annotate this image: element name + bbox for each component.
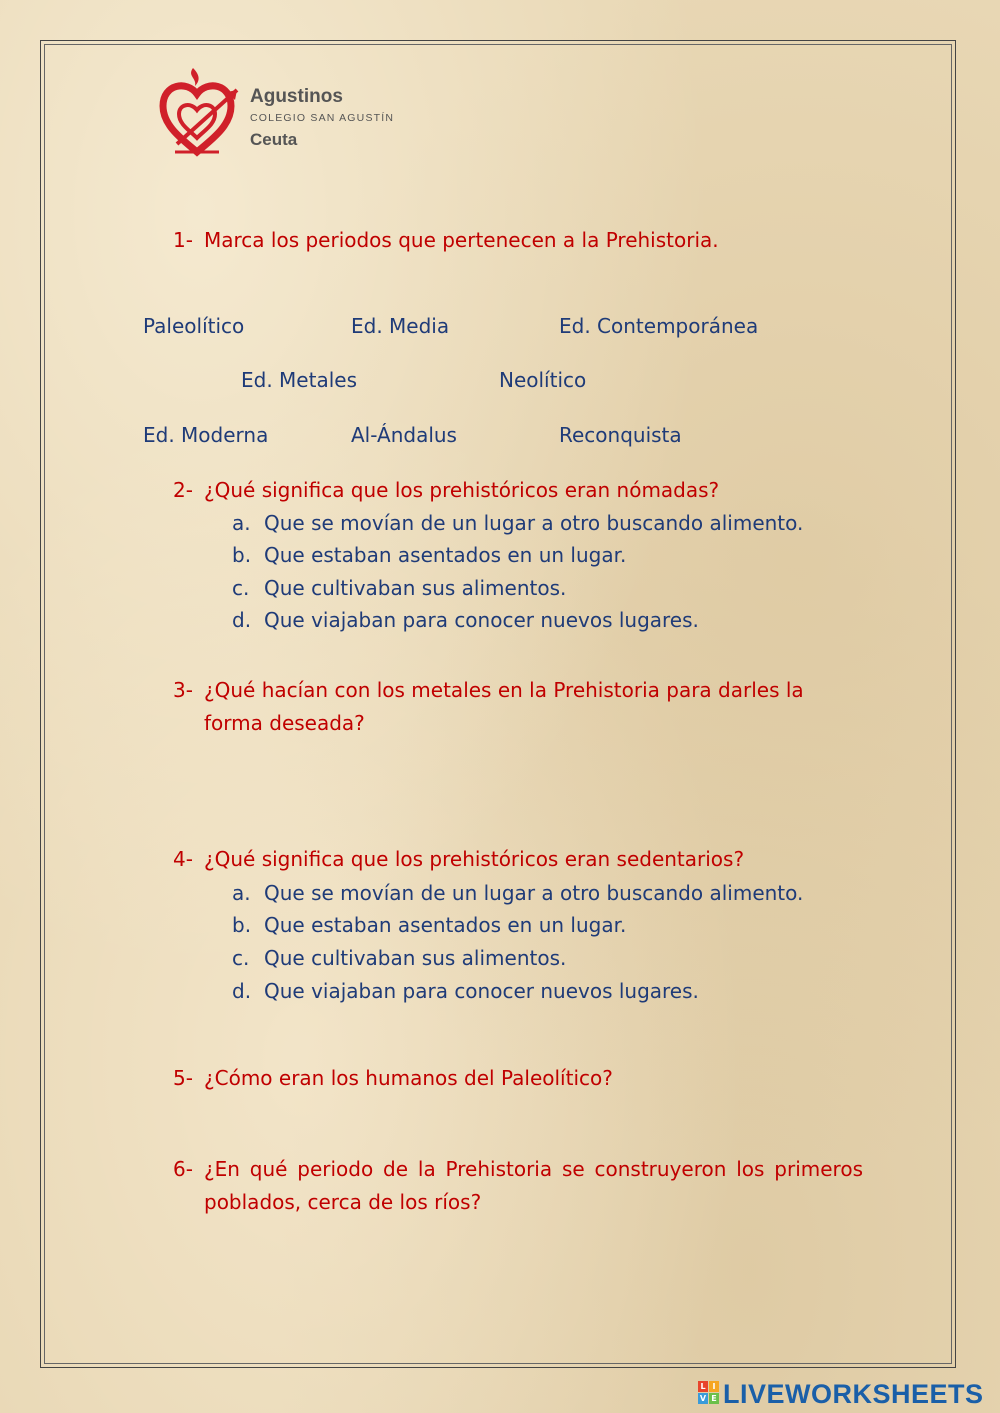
logo-city: Ceuta (250, 130, 298, 149)
option-text: Que cultivaban sus alimentos. (264, 576, 567, 600)
period-option[interactable]: Ed. Metales (241, 368, 357, 392)
question-number: 5- (173, 1066, 193, 1090)
period-option[interactable]: Ed. Contemporánea (559, 314, 759, 338)
option-text: Que se movían de un lugar a otro buscando alimento. (264, 881, 804, 905)
answer-option[interactable] (232, 576, 566, 600)
question-5 (173, 1066, 613, 1090)
question-text: ¿Qué significa que los prehistóricos eran sedentarios? (204, 847, 745, 871)
question-6 (173, 1153, 863, 1219)
question-4 (173, 847, 744, 871)
liveworksheets-icon: L I V E (698, 1381, 720, 1405)
question-2 (173, 478, 719, 502)
question-text: Marca los periodos que pertenecen a la Prehistoria. (204, 228, 719, 252)
option-text: Que cultivaban sus alimentos. (264, 946, 567, 970)
option-letter: a. (232, 511, 251, 535)
answer-option[interactable] (232, 979, 699, 1003)
period-option[interactable]: Reconquista (559, 423, 682, 447)
option-text: Que viajaban para conocer nuevos lugares. (264, 608, 699, 632)
answer-option[interactable] (232, 913, 626, 937)
option-text: Que estaban asentados en un lugar. (264, 913, 627, 937)
answer-option[interactable] (232, 881, 803, 905)
logo-brand: Agustinos (250, 86, 343, 107)
period-option[interactable]: Al-Ándalus (351, 423, 457, 447)
option-text: Que estaban asentados en un lugar. (264, 543, 627, 567)
option-text: Que se movían de un lugar a otro buscando alimento. (264, 511, 804, 535)
liveworksheets-brand: LIVEWORKSHEETS (723, 1379, 984, 1409)
answer-option[interactable] (232, 608, 699, 632)
option-letter: c. (232, 946, 250, 970)
question-text: ¿Qué hacían con los metales en la Prehistoria para darles la forma deseada? (204, 678, 804, 735)
question-text: ¿Qué significa que los prehistóricos eran nómadas? (204, 478, 720, 502)
answer-option[interactable] (232, 511, 803, 535)
question-number: 4- (173, 847, 193, 871)
question-number: 6- (173, 1157, 193, 1181)
question-number: 2- (173, 478, 193, 502)
option-letter: b. (232, 543, 252, 567)
question-text: ¿En qué periodo de la Prehistoria se construyeron los primeros poblados, cerca de los ríos? (204, 1157, 863, 1214)
answer-option[interactable] (232, 946, 566, 970)
school-logo (157, 64, 427, 160)
question-1 (173, 228, 719, 252)
period-option[interactable]: Neolítico (499, 368, 587, 392)
question-3 (173, 674, 863, 740)
option-letter: b. (232, 913, 252, 937)
option-letter: a. (232, 881, 251, 905)
option-text: Que viajaban para conocer nuevos lugares. (264, 979, 699, 1003)
answer-option[interactable] (232, 543, 626, 567)
heart-logo-icon (157, 64, 243, 160)
question-number: 1- (173, 228, 193, 252)
question-number: 3- (173, 678, 193, 702)
period-option[interactable]: Paleolítico (143, 314, 245, 338)
option-letter: c. (232, 576, 250, 600)
option-letter: d. (232, 608, 252, 632)
period-option[interactable]: Ed. Moderna (143, 423, 269, 447)
logo-school: COLEGIO SAN AGUSTÍN (250, 112, 395, 124)
question-text: ¿Cómo eran los humanos del Paleolítico? (204, 1066, 613, 1090)
period-option[interactable]: Ed. Media (351, 314, 450, 338)
option-letter: d. (232, 979, 252, 1003)
